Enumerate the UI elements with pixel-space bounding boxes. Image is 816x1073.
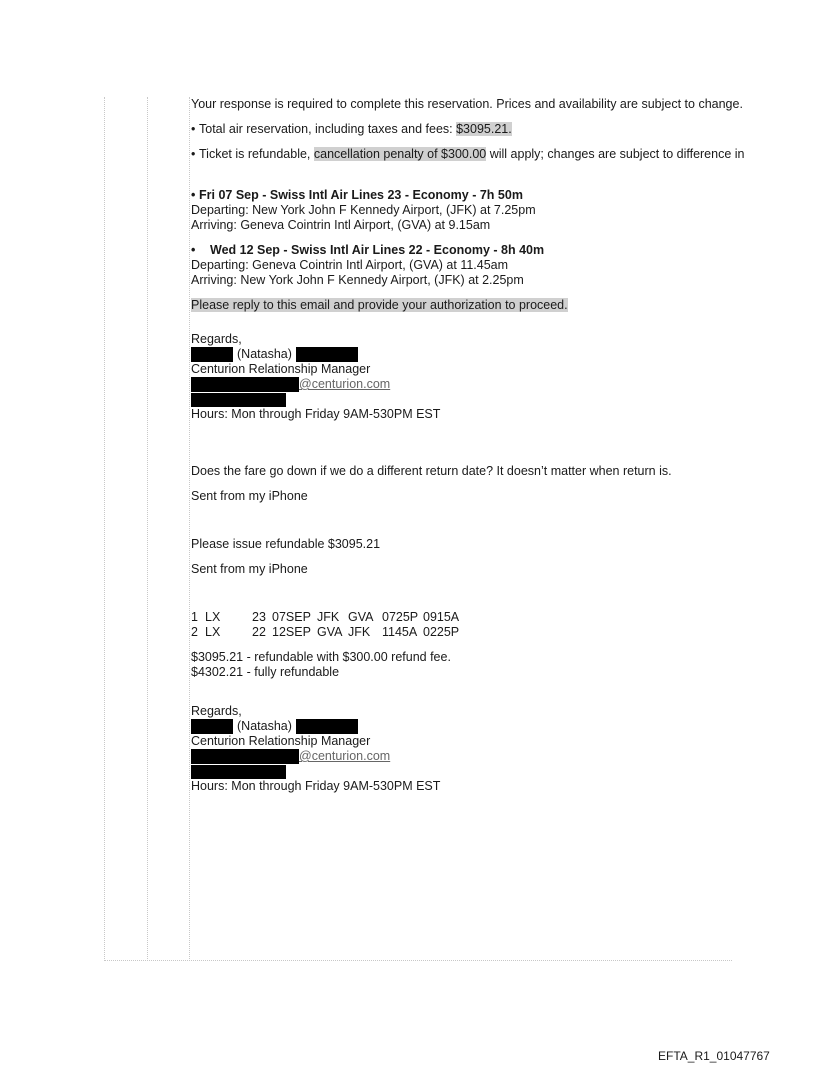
flight2-departing: Departing: Geneva Cointrin Intl Airport, (GVA) at 11.45am: [191, 258, 509, 272]
bottom-border-line: [104, 960, 732, 961]
content-border-line: [189, 97, 190, 961]
sent-from: Sent from my iPhone: [191, 489, 308, 503]
redaction-box: [191, 377, 299, 392]
flight2-header: • Wed 12 Sep - Swiss Intl Air Lines 22 - Economy - 8h 40m: [191, 243, 545, 257]
sender-title: Centurion Relationship Manager: [191, 734, 371, 748]
intro-text: Your response is required to complete this reservation. Prices and availability are subject to change.: [191, 97, 743, 111]
redaction-box: [191, 765, 286, 779]
email-thread: [191, 97, 816, 794]
sender-title: Centurion Relationship Manager: [191, 362, 371, 376]
fare-refund-fee: $3095.21 - refundable with $300.00 refund fee.: [191, 650, 451, 664]
inner-border-line: [147, 97, 148, 961]
redaction-box: [191, 719, 233, 734]
email-link[interactable]: @centurion.com: [299, 377, 391, 391]
redaction-box: [296, 719, 358, 734]
document-id: EFTA_R1_01047767: [658, 1049, 770, 1063]
fare-fully-refundable: $4302.21 - fully refundable: [191, 665, 340, 679]
email-link[interactable]: @centurion.com: [299, 749, 391, 763]
flight1-departing: Departing: New York John F Kennedy Airport, (JFK) at 7.25pm: [191, 203, 536, 217]
left-border-line: [104, 97, 105, 961]
sender-nickname: (Natasha): [237, 719, 292, 733]
refund-bullet: • Ticket is refundable, cancellation penalty of $300.00 will apply; changes are subject to difference in: [191, 147, 745, 161]
regards: Regards,: [191, 332, 242, 346]
sender-nickname: (Natasha): [237, 347, 292, 361]
hours: Hours: Mon through Friday 9AM-530PM EST: [191, 407, 441, 421]
hours: Hours: Mon through Friday 9AM-530PM EST: [191, 779, 441, 793]
redaction-box: [296, 347, 358, 362]
regards: Regards,: [191, 704, 242, 718]
penalty-highlight: cancellation penalty of $300.00: [313, 147, 487, 161]
redaction-box: [191, 393, 286, 407]
sent-from: Sent from my iPhone: [191, 562, 308, 576]
flight1-arriving: Arriving: Geneva Cointrin Intl Airport, (GVA) at 9.15am: [191, 218, 491, 232]
itinerary-row: 2 LX 22 12SEP GVA JFK 1145A 0225P: [191, 625, 460, 639]
itinerary: [191, 610, 816, 640]
reply-request: Please reply to this email and provide your authorization to proceed.: [191, 298, 568, 312]
refund-rest: will apply; changes are subject to difference in: [486, 147, 745, 161]
total-amount-highlight: $3095.21.: [456, 122, 512, 136]
signature-block-1: [191, 332, 816, 422]
question-text: Does the fare go down if we do a different return date? It doesn’t matter when return is.: [191, 464, 672, 478]
redaction-box: [191, 347, 233, 362]
total-bullet: • Total air reservation, including taxes and fees: $3095.21.: [191, 122, 512, 136]
flight1-header: • Fri 07 Sep - Swiss Intl Air Lines 23 - Economy - 7h 50m: [191, 188, 523, 202]
refund-label: Ticket is refundable,: [199, 147, 314, 161]
total-label: Total air reservation, including taxes and fees:: [199, 122, 457, 136]
issue-request: Please issue refundable $3095.21: [191, 537, 381, 551]
redaction-box: [191, 749, 299, 764]
signature-block-2: [191, 704, 816, 794]
itinerary-row: 1 LX 23 07SEP JFK GVA 0725P 0915A: [191, 610, 460, 624]
flight2-arriving: Arriving: New York John F Kennedy Airport, (JFK) at 2.25pm: [191, 273, 524, 287]
